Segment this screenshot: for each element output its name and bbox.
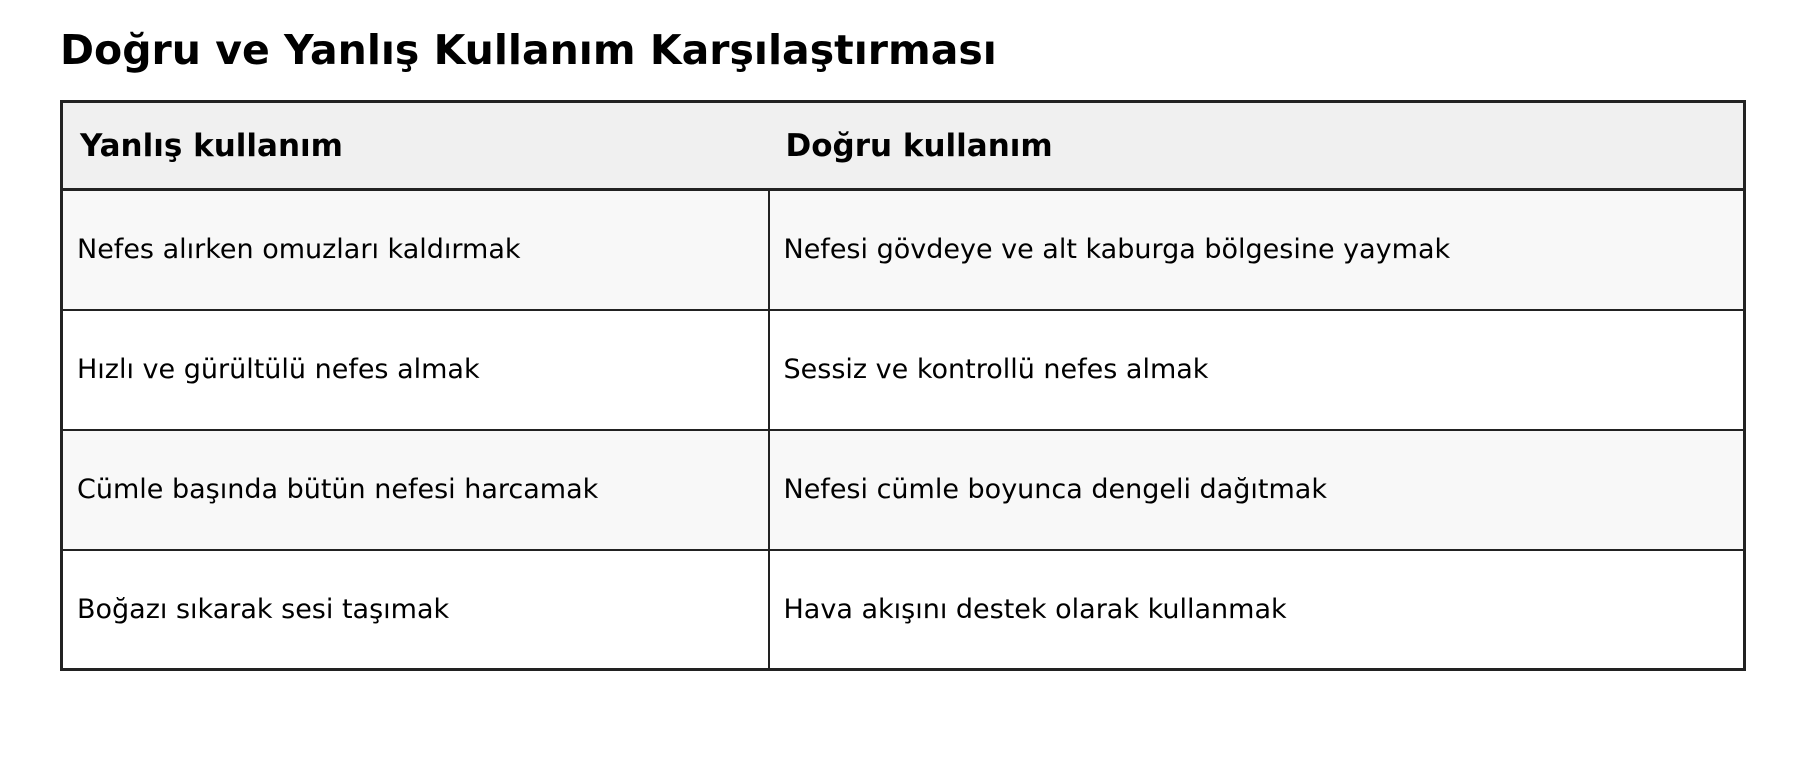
correct-usage-cell: Sessiz ve kontrollü nefes almak xyxy=(783,354,1209,385)
table-row xyxy=(62,550,1745,670)
correct-usage-cell: Nefesi gövdeye ve alt kaburga bölgesine yaymak xyxy=(783,234,1451,266)
wrong-usage-cell: Hızlı ve gürültülü nefes almak xyxy=(62,310,769,430)
comparison-table xyxy=(60,100,1746,671)
correct-usage-cell: Hava akışını destek olarak kullanmak xyxy=(783,593,1287,625)
wrong-usage-cell: Boğazı sıkarak sesi taşımak xyxy=(62,550,769,670)
wrong-usage-cell: Nefes alırken omuzları kaldırmak xyxy=(62,190,769,310)
table-header-row xyxy=(62,102,1745,190)
page-title: Doğru ve Yanlış Kullanım Karşılaştırması xyxy=(60,26,997,74)
header-correct-usage: Doğru kullanım xyxy=(785,127,1053,164)
table-row xyxy=(62,430,1745,550)
header-wrong-usage: Yanlış kullanım xyxy=(80,127,343,164)
table-row xyxy=(62,310,1745,430)
correct-usage-cell: Nefesi cümle boyunca dengeli dağıtmak xyxy=(783,474,1327,505)
table-row xyxy=(62,190,1745,310)
wrong-usage-cell: Cümle başında bütün nefesi harcamak xyxy=(62,430,769,550)
